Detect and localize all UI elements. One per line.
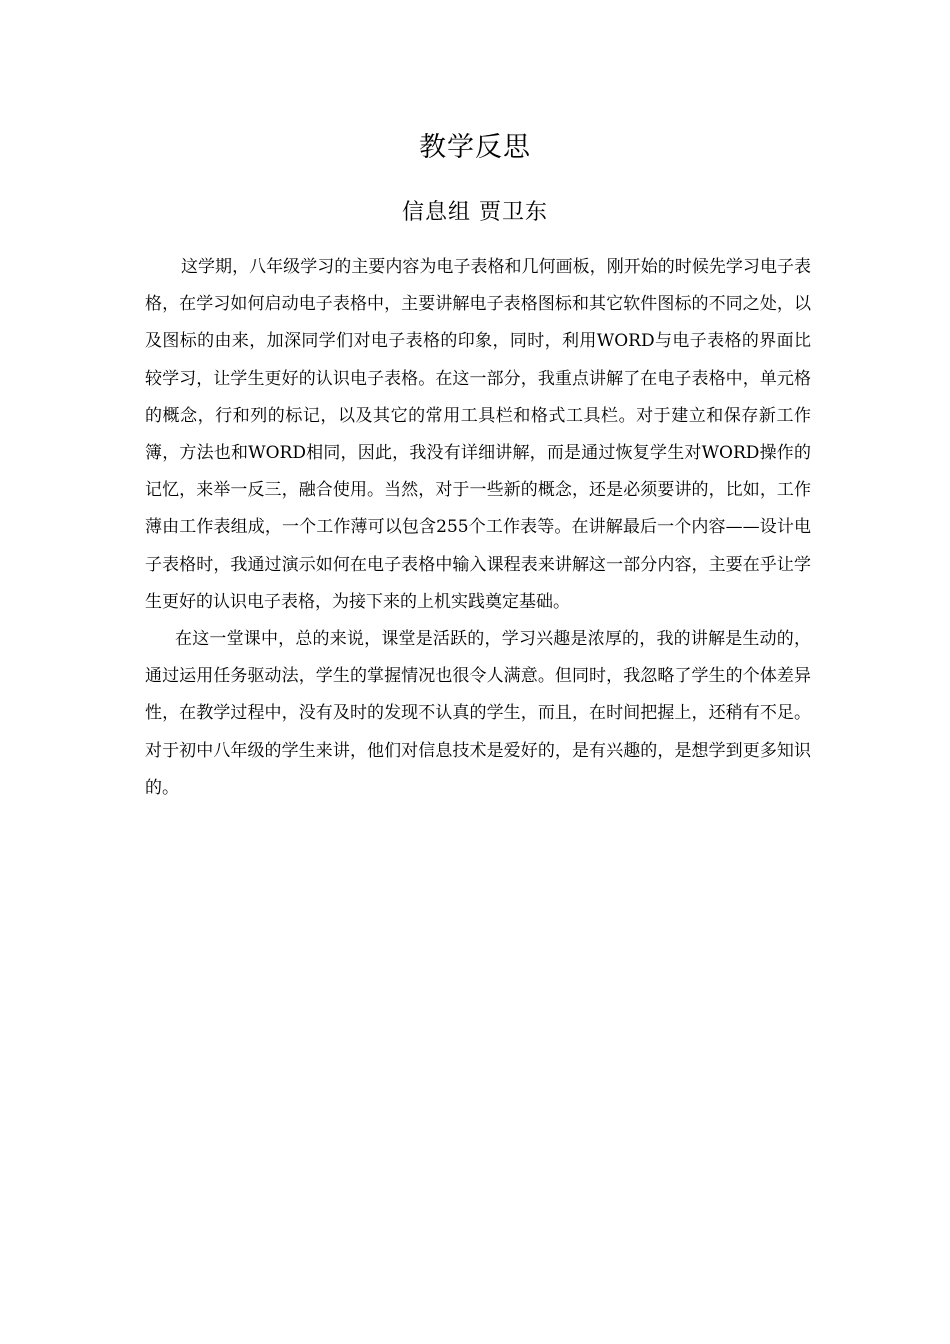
- document-title: 教学反思: [419, 132, 531, 163]
- paragraph-1: 这学期，八年级学习的主要内容为电子表格和几何画板，刚开始的时候先学习电子表格，在学习如何启动电子表格中，主要讲解电子表格图标和其它软件图标的不同之处，以及图标的由来，加深同学们对电子表格的印象，同时，利用WORD与电子表格的界面比较学习，让学生更好的认识电子表格。在这一部分，我重点讲解了在电子表格中，单元格的概念，行和列的标记，以及其它的常用工具栏和格式工具栏。对于建立和保存新工作簿，方法也和WORD相同，因此，我没有详细讲解，而是通过恢复学生对WORD操作的记忆，来举一反三，融合使用。当然，对于一些新的概念，还是必须要讲的，比如，工作薄由工作表组成，一个工作薄可以包含255个工作表等。在讲解最后一个内容——设计电子表格时，我通过演示如何在电子表格中输入课程表来讲解这一部分内容，主要在乎让学生更好的认识电子表格，为接下来的上机实践奠定基础。: [145, 257, 811, 612]
- author-line: 信息组 贾卫东: [402, 200, 548, 225]
- paragraph-2: 在这一堂课中，总的来说，课堂是活跃的，学习兴趣是浓厚的，我的讲解是生动的，通过运用任务驱动法，学生的掌握情况也很令人满意。但同时，我忽略了学生的个体差异性，在教学过程中，没有及时的发现不认真的学生，而且，在时间把握上，还稍有不足。对于初中八年级的学生来讲，他们对信息技术是爱好的，是有兴趣的，是想学到更多知识的。: [145, 629, 811, 798]
- document-body: [145, 249, 811, 807]
